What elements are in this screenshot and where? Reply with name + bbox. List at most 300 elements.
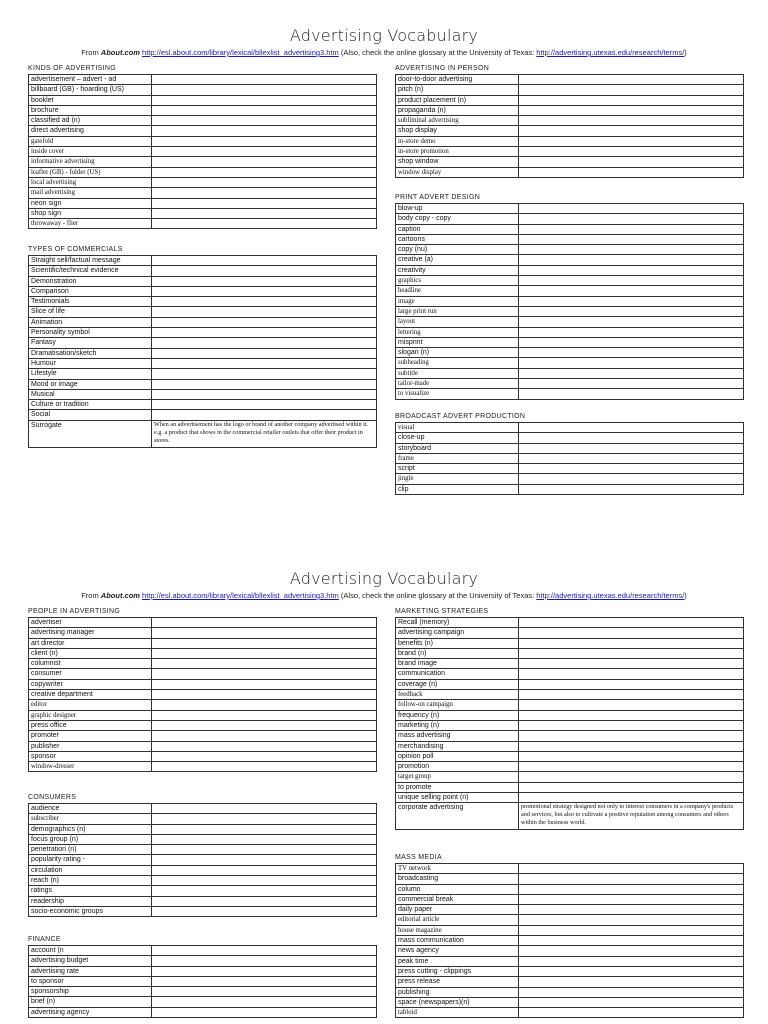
table-row: [29, 824, 377, 834]
vocab-definition: [152, 188, 377, 198]
vocab-definition: [152, 75, 377, 85]
vocab-term: throwaway - flier: [29, 219, 152, 229]
table-row: [396, 75, 744, 85]
glossary-link[interactable]: http://advertising.utexas.edu/research/terms/: [536, 48, 685, 57]
vocab-definition: [152, 177, 377, 187]
vocab-definition: [152, 700, 377, 710]
vocab-definition: [519, 669, 744, 679]
glossary-link[interactable]: http://advertising.utexas.edu/research/terms/: [536, 591, 685, 600]
vocab-definition: [152, 256, 377, 266]
vocab-term: Animation: [29, 317, 152, 327]
vocab-term: advertising campaign: [396, 628, 519, 638]
table-row: [396, 751, 744, 761]
vocab-definition: [519, 126, 744, 136]
vocab-term: publisher: [29, 741, 152, 751]
table-row: [396, 720, 744, 730]
vocab-definition: [519, 628, 744, 638]
vocab-definition: [152, 648, 377, 658]
vocab-term: space (newspapers)(n): [396, 997, 519, 1007]
table-row: [396, 286, 744, 296]
vocab-definition: [519, 85, 744, 95]
vocab-term: classified ad (n): [29, 116, 152, 126]
table-row: [29, 307, 377, 317]
vocab-table: [28, 74, 377, 229]
table-row: [29, 116, 377, 126]
vocab-table: [395, 74, 744, 178]
vocab-definition: [519, 116, 744, 126]
vocab-definition: [519, 679, 744, 689]
table-row: [396, 276, 744, 286]
vocab-term: opinion poll: [396, 751, 519, 761]
table-row: [29, 157, 377, 167]
vocab-definition: [519, 105, 744, 115]
vocab-definition: [519, 977, 744, 987]
vocab-definition: [152, 297, 377, 307]
table-row: [396, 443, 744, 453]
table-row: [29, 85, 377, 95]
table-row: [396, 167, 744, 177]
vocab-term: Demonstration: [29, 276, 152, 286]
vocab-term: sponsor: [29, 751, 152, 761]
vocab-definition: [152, 669, 377, 679]
vocab-term: broadcasting: [396, 874, 519, 884]
vocab-term: Dramatisation/sketch: [29, 348, 152, 358]
table-row: [29, 198, 377, 208]
table-row: [29, 710, 377, 720]
table-row: [396, 782, 744, 792]
table-row: [396, 348, 744, 358]
vocab-definition: [519, 95, 744, 105]
vocab-term: Surrogate: [29, 420, 152, 447]
vocab-term: image: [396, 296, 519, 306]
table-row: [29, 266, 377, 276]
vocab-term: lettering: [396, 327, 519, 337]
table-row: [396, 936, 744, 946]
vocab-term: local advertising: [29, 177, 152, 187]
vocab-definition: [152, 358, 377, 368]
vocab-definition: [152, 389, 377, 399]
vocab-definition: [519, 751, 744, 761]
vocab-term: popularity rating -: [29, 855, 152, 865]
section-print-advert-design: [395, 193, 741, 400]
vocab-definition: [152, 276, 377, 286]
table-row: [396, 700, 744, 710]
vocab-definition: [519, 255, 744, 265]
vocab-term: cartoons: [396, 234, 519, 244]
vocab-definition: [152, 741, 377, 751]
vocab-term: penetration (n): [29, 845, 152, 855]
vocab-term: promoter: [29, 731, 152, 741]
vocab-term: neon sign: [29, 198, 152, 208]
vocab-term: graphics: [396, 276, 519, 286]
vocab-definition: [519, 224, 744, 234]
vocab-term: window display: [396, 167, 519, 177]
table-row: [396, 690, 744, 700]
vocab-term: Testimonials: [29, 297, 152, 307]
vocab-table: [395, 863, 744, 1018]
vocab-term: copywriter: [29, 679, 152, 689]
vocab-term: tabloid: [396, 1008, 519, 1018]
table-row: [29, 741, 377, 751]
vocab-term: visual: [396, 423, 519, 433]
vocab-definition: [519, 75, 744, 85]
vocab-term: press office: [29, 720, 152, 730]
table-row: [29, 286, 377, 296]
vocab-definition: [519, 379, 744, 389]
table-row: [396, 638, 744, 648]
section-finance: [28, 935, 374, 1018]
vocab-definition: [152, 886, 377, 896]
vocab-definition: [519, 659, 744, 669]
vocab-term: Straight sell/factual message: [29, 256, 152, 266]
vocab-definition: [519, 884, 744, 894]
table-row: [396, 85, 744, 95]
table-row: [396, 296, 744, 306]
source-name: About.com: [100, 591, 140, 600]
vocab-definition: [152, 834, 377, 844]
vocab-term: clip: [396, 484, 519, 494]
vocab-term: advertising manager: [29, 628, 152, 638]
vocab-term: editorial article: [396, 915, 519, 925]
vocab-definition: [152, 317, 377, 327]
vocab-term: readership: [29, 896, 152, 906]
table-row: [29, 845, 377, 855]
table-row: [29, 177, 377, 187]
table-row: [396, 659, 744, 669]
vocab-term: product placement (n): [396, 95, 519, 105]
vocab-term: layout: [396, 317, 519, 327]
table-row: [396, 762, 744, 772]
vocab-term: pitch (n): [396, 85, 519, 95]
table-row: [29, 276, 377, 286]
table-row: [29, 297, 377, 307]
vocab-definition: [519, 296, 744, 306]
vocab-definition: [152, 876, 377, 886]
table-row: [29, 956, 377, 966]
vocab-term: shop display: [396, 126, 519, 136]
table-row: [396, 884, 744, 894]
table-row: [396, 741, 744, 751]
vocab-definition: [519, 741, 744, 751]
table-row: [396, 157, 744, 167]
vocab-definition: [519, 710, 744, 720]
vocab-term: body copy - copy: [396, 214, 519, 224]
vocab-definition: [152, 845, 377, 855]
vocab-definition: [519, 894, 744, 904]
vocab-term: Recall (memory): [396, 618, 519, 628]
vocab-term: subscriber: [29, 814, 152, 824]
vocab-term: close-up: [396, 433, 519, 443]
vocab-term: focus group (n): [29, 834, 152, 844]
vocab-definition: [519, 772, 744, 782]
vocab-definition: [152, 966, 377, 976]
vocab-definition: [152, 946, 377, 956]
table-row: [396, 245, 744, 255]
vocab-definition: [519, 720, 744, 730]
table-row: [396, 214, 744, 224]
vocab-table: [395, 617, 744, 830]
vocab-definition: [519, 443, 744, 453]
table-row: [29, 648, 377, 658]
section-kinds-of-advertising: [28, 64, 374, 229]
vocab-definition: [152, 628, 377, 638]
table-row: [396, 1008, 744, 1018]
vocab-definition: [152, 814, 377, 824]
section-title: KINDS OF ADVERTISING: [28, 65, 116, 72]
vocab-definition: [519, 936, 744, 946]
vocab-definition: [152, 896, 377, 906]
vocab-definition: [519, 966, 744, 976]
vocab-definition: [519, 925, 744, 935]
vocab-term: promotion: [396, 762, 519, 772]
vocab-term: headline: [396, 286, 519, 296]
vocab-definition: [519, 793, 744, 803]
vocab-term: columnist: [29, 659, 152, 669]
vocab-term: subheading: [396, 358, 519, 368]
table-row: [396, 894, 744, 904]
table-row: [396, 389, 744, 399]
vocab-definition: [152, 751, 377, 761]
vocab-term: Humour: [29, 358, 152, 368]
table-row: [29, 328, 377, 338]
source-link[interactable]: http://esl.about.com/library/lexical/bllexlist_advertising3.htm: [142, 591, 339, 600]
vocab-definition: [519, 204, 744, 214]
table-row: [396, 864, 744, 874]
vocab-term: window-dresser: [29, 762, 152, 772]
vocab-term: news agency: [396, 946, 519, 956]
section-marketing-strategies: [395, 607, 741, 830]
source-line: [0, 591, 768, 600]
vocab-term: booklet: [29, 95, 152, 105]
table-row: [29, 147, 377, 157]
vocab-definition: [519, 423, 744, 433]
table-row: [29, 659, 377, 669]
vocab-definition: [152, 731, 377, 741]
vocab-definition: [519, 453, 744, 463]
vocab-definition: [152, 85, 377, 95]
section-mass-media: [395, 853, 741, 1018]
vocab-term: Scientific/technical evidence: [29, 266, 152, 276]
vocab-definition: [519, 700, 744, 710]
vocab-definition: [519, 915, 744, 925]
page-title: Advertising Vocabulary: [289, 569, 479, 588]
vocab-definition: [519, 474, 744, 484]
vocab-term: client (n): [29, 648, 152, 658]
vocab-definition: [152, 855, 377, 865]
table-row: [396, 147, 744, 157]
vocab-term: column: [396, 884, 519, 894]
table-row: [396, 327, 744, 337]
vocab-term: house magazine: [396, 925, 519, 935]
section-advertising-in-person: [395, 64, 741, 178]
vocab-term: daily paper: [396, 905, 519, 915]
vocab-term: to sponsor: [29, 976, 152, 986]
vocab-definition: [519, 762, 744, 772]
vocab-definition: [152, 307, 377, 317]
vocab-term: follow-on campaign: [396, 700, 519, 710]
vocab-term: creative department: [29, 690, 152, 700]
table-row: [29, 997, 377, 1007]
vocab-definition: [519, 214, 744, 224]
section-title: FINANCE: [28, 936, 61, 943]
vocab-definition: [152, 1007, 377, 1017]
vocab-term: TV network: [396, 864, 519, 874]
vocab-definition: [152, 690, 377, 700]
table-row: [29, 410, 377, 420]
vocab-term: Fantasy: [29, 338, 152, 348]
table-row: [29, 720, 377, 730]
vocab-definition: [152, 638, 377, 648]
table-row: [29, 618, 377, 628]
vocab-term: circulation: [29, 865, 152, 875]
vocab-term: shop window: [396, 157, 519, 167]
vocab-definition: [152, 286, 377, 296]
table-row: [396, 453, 744, 463]
vocab-definition: [152, 147, 377, 157]
vocab-term: sponsorship: [29, 987, 152, 997]
table-row: [396, 648, 744, 658]
vocab-definition: [152, 369, 377, 379]
table-row: [29, 976, 377, 986]
vocab-term: Lifestyle: [29, 369, 152, 379]
vocab-term: corporate advertising: [396, 803, 519, 830]
table-row: [396, 337, 744, 347]
table-row: [396, 731, 744, 741]
table-row: [396, 484, 744, 494]
vocab-definition: [519, 618, 744, 628]
table-row: [396, 977, 744, 987]
vocab-table: [28, 803, 377, 917]
table-row: [29, 865, 377, 875]
vocab-definition: [152, 136, 377, 146]
table-row: [29, 369, 377, 379]
vocab-definition: [152, 659, 377, 669]
vocab-term: subliminal advertising: [396, 116, 519, 126]
source-link[interactable]: http://esl.about.com/library/lexical/bllexlist_advertising3.htm: [142, 48, 339, 57]
table-row: [396, 946, 744, 956]
table-row: [396, 433, 744, 443]
vocab-definition: [152, 710, 377, 720]
vocab-definition: [152, 987, 377, 997]
vocab-term: mass advertising: [396, 731, 519, 741]
vocab-term: advertising agency: [29, 1007, 152, 1017]
table-row: [29, 814, 377, 824]
table-row: [29, 167, 377, 177]
vocab-term: press cutting - clippings: [396, 966, 519, 976]
vocab-term: mail advertising: [29, 188, 152, 198]
table-row: [29, 1007, 377, 1017]
vocab-term: Slice of life: [29, 307, 152, 317]
table-row: [396, 265, 744, 275]
vocab-definition: [152, 348, 377, 358]
source-prefix: From: [81, 48, 99, 57]
vocab-term: Mood or image: [29, 379, 152, 389]
vocab-definition: [519, 997, 744, 1007]
table-row: [396, 987, 744, 997]
source-note: (Also, check the online glossary at the University of Texas:: [340, 48, 535, 57]
table-row: [29, 906, 377, 916]
table-row: [29, 95, 377, 105]
vocab-term: billboard (GB) - hoarding (US): [29, 85, 152, 95]
table-row: [396, 224, 744, 234]
section-title: BROADCAST ADVERT PRODUCTION: [395, 413, 526, 420]
vocab-term: audience: [29, 804, 152, 814]
vocab-term: large print run: [396, 306, 519, 316]
vocab-definition: [519, 337, 744, 347]
vocab-definition: [152, 198, 377, 208]
vocab-definition: [519, 245, 744, 255]
vocab-definition: [152, 157, 377, 167]
vocab-term: socio-economic groups: [29, 906, 152, 916]
table-row: [396, 803, 744, 830]
table-row: [29, 946, 377, 956]
vocab-definition: [519, 987, 744, 997]
table-row: [396, 423, 744, 433]
section-title: MARKETING STRATEGIES: [395, 608, 489, 615]
table-row: [396, 204, 744, 214]
vocab-table: [395, 422, 744, 495]
table-row: [396, 126, 744, 136]
vocab-definition: [519, 433, 744, 443]
table-row: [396, 874, 744, 884]
table-row: [29, 876, 377, 886]
vocab-definition: [519, 864, 744, 874]
vocab-definition: [152, 804, 377, 814]
vocab-definition: promotional strategy designed not only to interest consumers in a company's products and services, but also to cultivate a positive reputation among consumers and others within the business world.: [519, 803, 744, 830]
vocab-definition: [152, 105, 377, 115]
vocab-definition: [152, 116, 377, 126]
table-row: [396, 772, 744, 782]
vocab-term: ratings: [29, 886, 152, 896]
vocab-term: peak time: [396, 956, 519, 966]
table-row: [29, 105, 377, 115]
vocab-definition: [152, 906, 377, 916]
vocab-definition: When an advertisement has the logo or brand of another company advertised within it. e.g. a product that shows in the commercial retailer outlets that offer their product in stores.: [152, 420, 377, 447]
vocab-term: in-store demo: [396, 136, 519, 146]
section-title: MASS MEDIA: [395, 854, 442, 861]
vocab-term: art director: [29, 638, 152, 648]
vocab-definition: [152, 266, 377, 276]
vocab-table: [28, 617, 377, 772]
page-title: Advertising Vocabulary: [289, 26, 479, 45]
vocab-definition: [519, 731, 744, 741]
section-title: PRINT ADVERT DESIGN: [395, 194, 481, 201]
section-broadcast-advert-production: [395, 412, 741, 495]
table-row: [396, 368, 744, 378]
vocab-term: Comparison: [29, 286, 152, 296]
vocab-term: creativity: [396, 265, 519, 275]
vocab-term: brand image: [396, 659, 519, 669]
vocab-definition: [519, 905, 744, 915]
table-row: [29, 669, 377, 679]
source-name: About.com: [100, 48, 140, 57]
vocab-term: brief (n): [29, 997, 152, 1007]
source-prefix: From: [81, 591, 99, 600]
table-row: [29, 126, 377, 136]
table-row: [396, 669, 744, 679]
table-row: [396, 234, 744, 244]
vocab-definition: [152, 95, 377, 105]
table-row: [396, 474, 744, 484]
vocab-definition: [152, 824, 377, 834]
vocab-definition: [152, 997, 377, 1007]
vocab-term: gatefold: [29, 136, 152, 146]
section-consumers: [28, 793, 374, 917]
table-row: [396, 95, 744, 105]
vocab-term: benefits (n): [396, 638, 519, 648]
vocab-term: unique selling point (n): [396, 793, 519, 803]
source-line: [0, 48, 768, 57]
